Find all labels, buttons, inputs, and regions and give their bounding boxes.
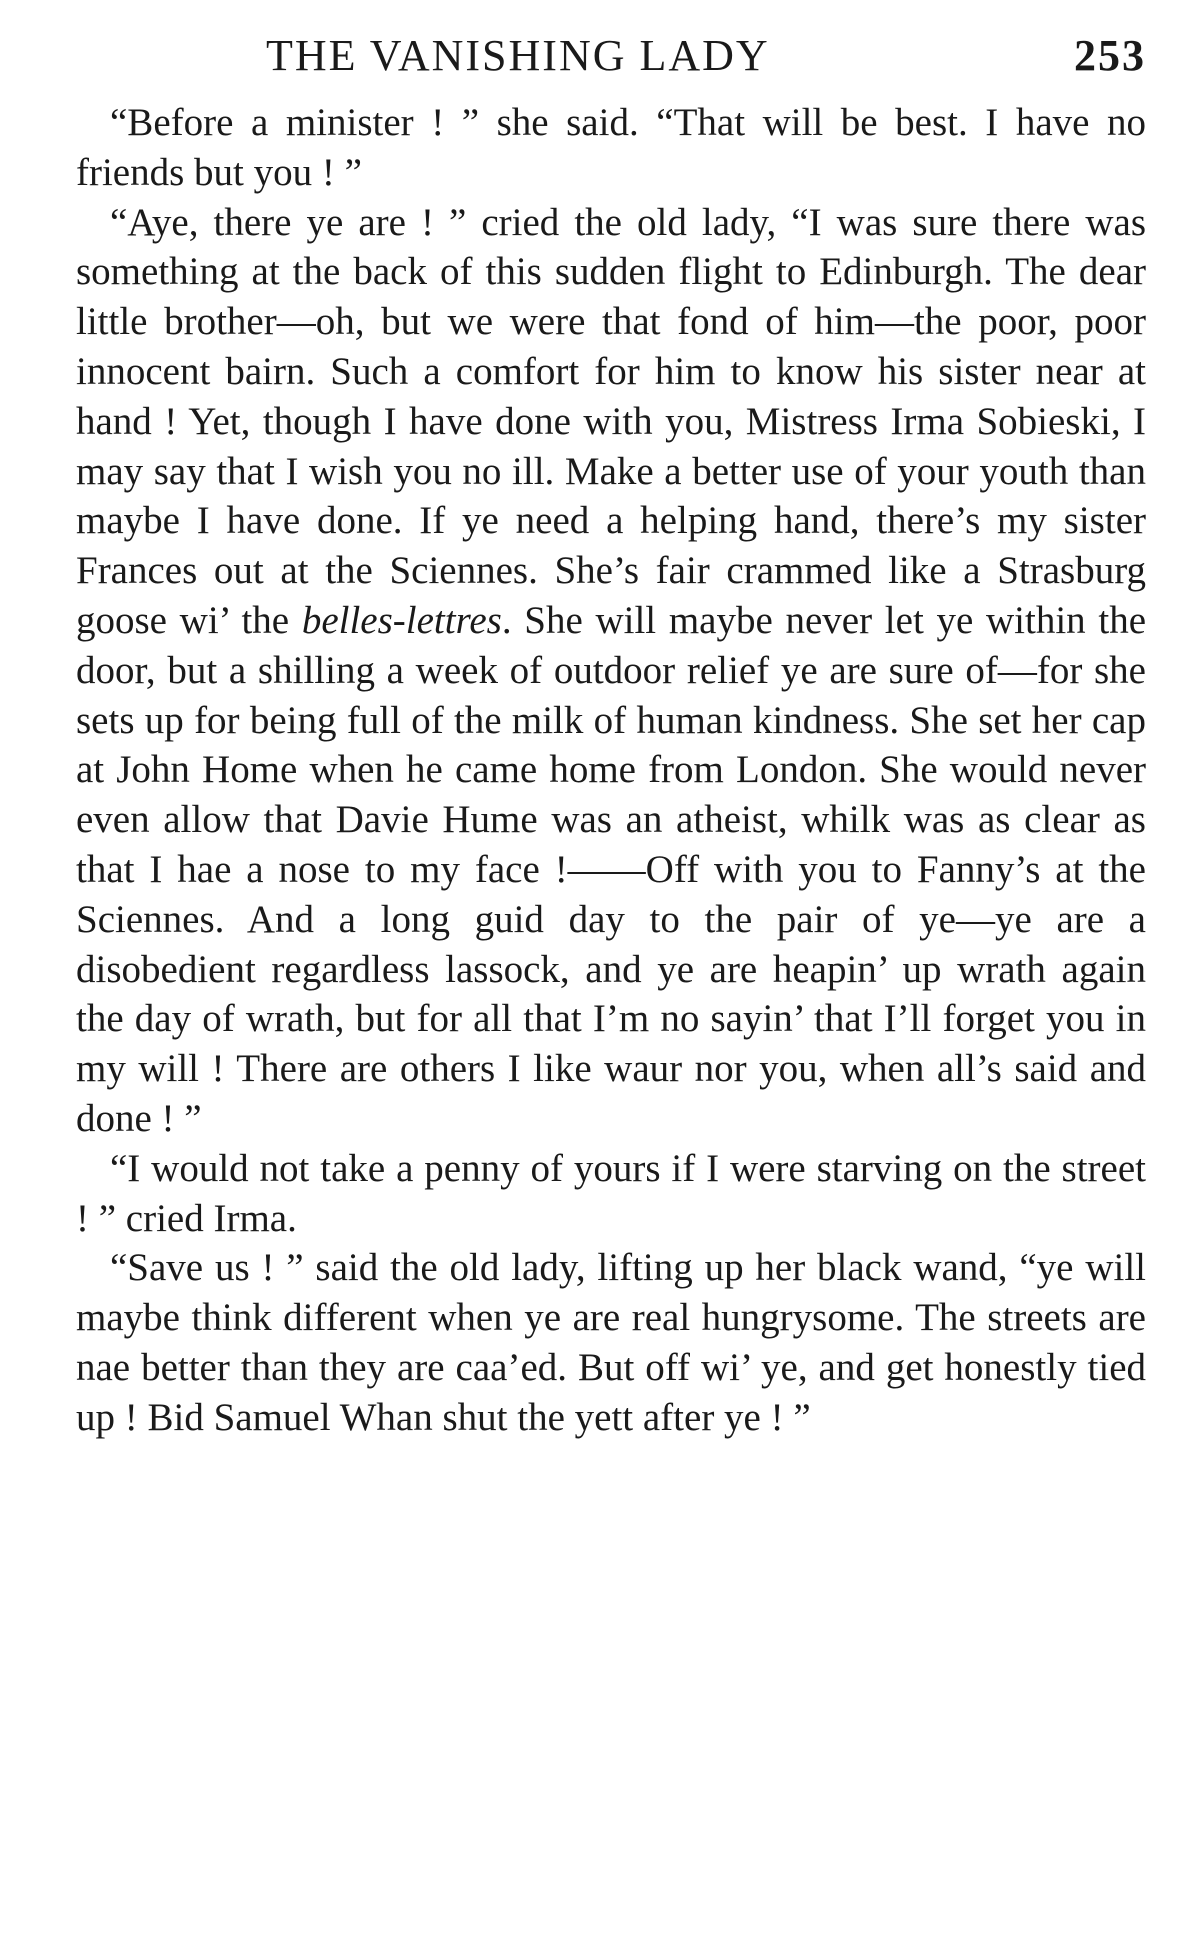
paragraph: “Save us ! ” said the old lady, lifting up her black wand, “ye will maybe think different when ye are real hungrysome. The streets are nae better than they are caa’ed. But off wi’ ye, and get honestly tied up ! Bid Samuel Whan shut the yett after ye ! ” bbox=[76, 1246, 1146, 1439]
running-header bbox=[76, 30, 1146, 92]
running-title: THE VANISHING LADY bbox=[266, 31, 770, 80]
page-number: 253 bbox=[1074, 31, 1146, 80]
italic-phrase: belles-lettres bbox=[301, 598, 502, 642]
body-text bbox=[76, 98, 1146, 1443]
paragraph-text: “Aye, there ye are ! ” cried the old lady, “I was sure there was something at the back of this sudden flight to Edinburgh. The dear little brother—oh, but we were that fond of him—the poor, poor innocent bairn. Such a comfort for him to know his sister near at hand ! Yet, though I have done with you, Mistress Irma Sobieski, I may say that I wish you no ill. Make a better use of your youth than maybe I have done. If ye need a helping hand, there’s my sister Frances out at the Sciennes. She’s fair crammed like a Strasburg goose wi’ the bbox=[76, 200, 1146, 642]
paragraph: “Before a minister ! ” she said. “That will be best. I have no friends but you ! ” bbox=[76, 101, 1146, 194]
paragraph bbox=[76, 198, 1146, 1144]
paragraph: “I would not take a penny of yours if I were starving on the street ! ” cried Irma. bbox=[76, 1146, 1146, 1240]
paragraph-text: . She will maybe never let ye within the door, but a shilling a week of outdoor relief ye are sure of—for she sets up for being full of the milk of human kindness. She set her cap at John Home when he came home from London. She would never even allow that Davie Hume was an atheist, whilk was as clear as that I hae a nose to my face !——Off with you to Fanny’s at the Sciennes. And a long guid day to the pair of ye—ye are a disobedient regardless lassock, and ye are heapin’ up wrath again the day of wrath, but for all that I’m no sayin’ that I’ll forget you in my will ! There are others I like waur nor you, when all’s said and done ! ” bbox=[76, 598, 1146, 1140]
book-page bbox=[76, 30, 1146, 1443]
